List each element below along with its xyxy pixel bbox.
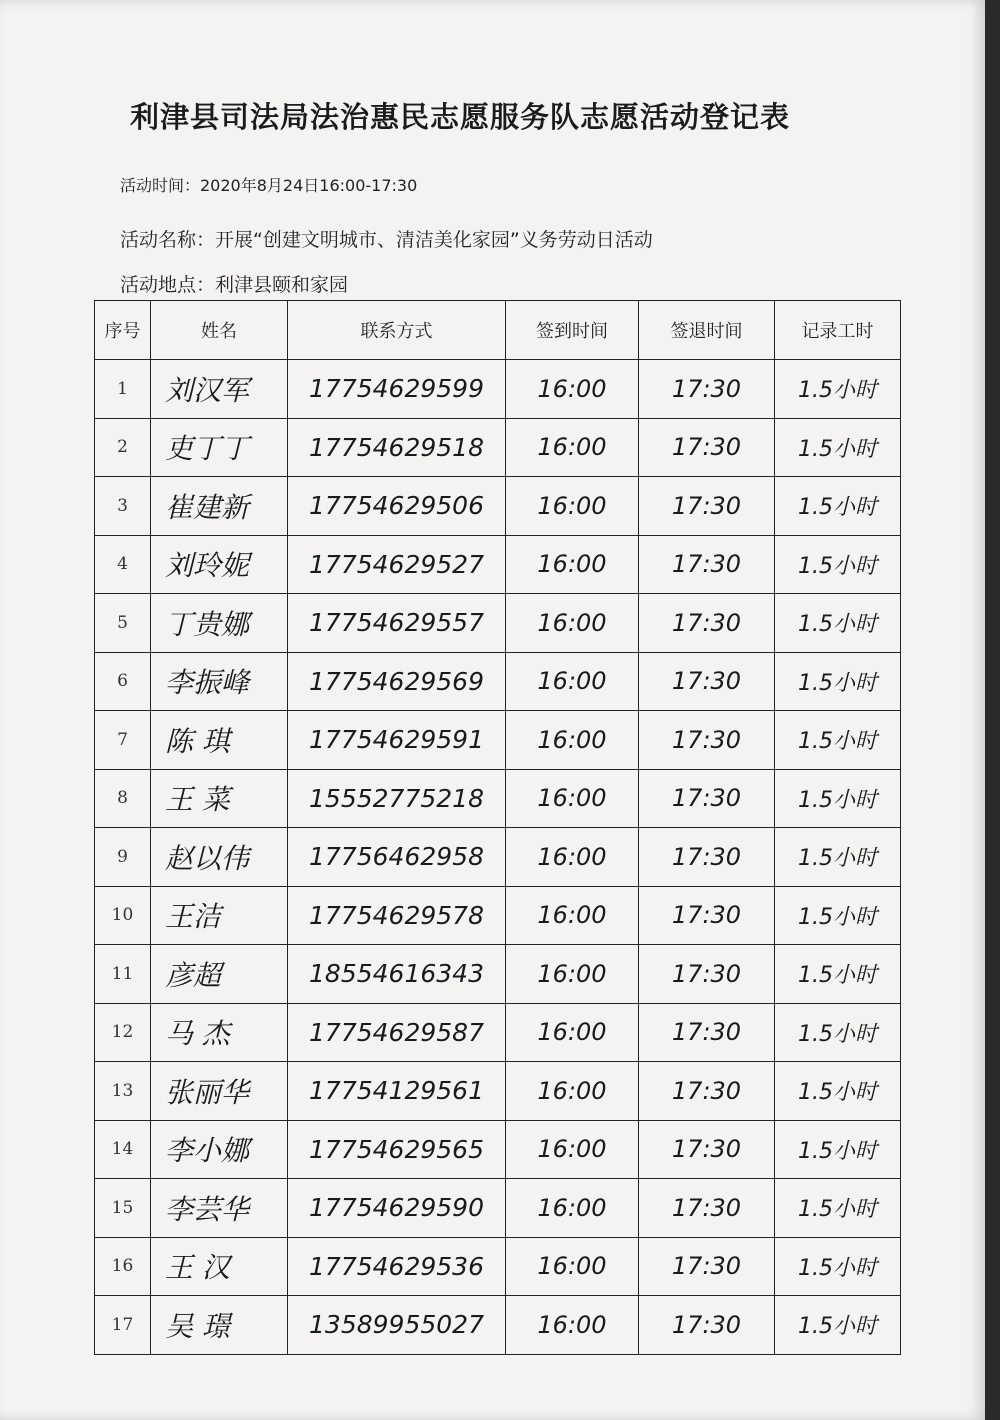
recorded-hours: 1.5小时 bbox=[775, 769, 901, 828]
row-number: 3 bbox=[95, 477, 151, 536]
sign-out-time: 17:30 bbox=[639, 1120, 775, 1179]
sign-in-time: 16:00 bbox=[506, 594, 639, 653]
sign-out-time: 17:30 bbox=[639, 769, 775, 828]
contact-phone: 17754629527 bbox=[288, 535, 506, 594]
sign-in-time: 16:00 bbox=[506, 360, 639, 419]
table-row bbox=[95, 1120, 901, 1179]
row-number: 16 bbox=[95, 1237, 151, 1296]
table-row bbox=[95, 477, 901, 536]
sign-out-time: 17:30 bbox=[639, 1237, 775, 1296]
row-number: 8 bbox=[95, 769, 151, 828]
volunteer-name: 赵以伟 bbox=[151, 828, 288, 887]
volunteer-name: 丁贵娜 bbox=[151, 594, 288, 653]
sign-out-time: 17:30 bbox=[639, 1179, 775, 1238]
row-number: 2 bbox=[95, 418, 151, 477]
recorded-hours: 1.5小时 bbox=[775, 1296, 901, 1355]
row-number: 17 bbox=[95, 1296, 151, 1355]
sign-out-time: 17:30 bbox=[639, 652, 775, 711]
sign-out-time: 17:30 bbox=[639, 360, 775, 419]
recorded-hours: 1.5小时 bbox=[775, 418, 901, 477]
contact-phone: 17754129561 bbox=[288, 1062, 506, 1121]
volunteer-name: 李芸华 bbox=[151, 1179, 288, 1238]
table-row bbox=[95, 535, 901, 594]
sign-out-time: 17:30 bbox=[639, 945, 775, 1004]
contact-phone: 17754629590 bbox=[288, 1179, 506, 1238]
volunteer-name: 吴 璟 bbox=[151, 1296, 288, 1355]
recorded-hours: 1.5小时 bbox=[775, 945, 901, 1004]
sign-in-time: 16:00 bbox=[506, 769, 639, 828]
header-phone: 联系方式 bbox=[288, 301, 506, 360]
sign-out-time: 17:30 bbox=[639, 711, 775, 770]
contact-phone: 17754629506 bbox=[288, 477, 506, 536]
sign-out-time: 17:30 bbox=[639, 828, 775, 887]
sign-in-time: 16:00 bbox=[506, 535, 639, 594]
contact-phone: 18554616343 bbox=[288, 945, 506, 1004]
volunteer-name: 李小娜 bbox=[151, 1120, 288, 1179]
sign-out-time: 17:30 bbox=[639, 1062, 775, 1121]
row-number: 9 bbox=[95, 828, 151, 887]
sign-in-time: 16:00 bbox=[506, 1296, 639, 1355]
contact-phone: 17754629536 bbox=[288, 1237, 506, 1296]
contact-phone: 15552775218 bbox=[288, 769, 506, 828]
contact-phone: 13589955027 bbox=[288, 1296, 506, 1355]
sign-out-time: 17:30 bbox=[639, 1296, 775, 1355]
sign-out-time: 17:30 bbox=[639, 594, 775, 653]
sign-in-time: 16:00 bbox=[506, 1237, 639, 1296]
recorded-hours: 1.5小时 bbox=[775, 1003, 901, 1062]
sign-out-time: 17:30 bbox=[639, 418, 775, 477]
table-row bbox=[95, 1179, 901, 1238]
table-row bbox=[95, 1062, 901, 1121]
header-no: 序号 bbox=[95, 301, 151, 360]
volunteer-name: 王洁 bbox=[151, 886, 288, 945]
activity-location: 活动地点：利津县颐和家园 bbox=[120, 274, 349, 296]
sign-in-time: 16:00 bbox=[506, 1062, 639, 1121]
volunteer-name: 陈 琪 bbox=[151, 711, 288, 770]
sign-out-time: 17:30 bbox=[639, 886, 775, 945]
sign-in-time: 16:00 bbox=[506, 945, 639, 1004]
row-number: 14 bbox=[95, 1120, 151, 1179]
sign-in-time: 16:00 bbox=[506, 477, 639, 536]
recorded-hours: 1.5小时 bbox=[775, 828, 901, 887]
recorded-hours: 1.5小时 bbox=[775, 1062, 901, 1121]
volunteer-name: 吏丁丁 bbox=[151, 418, 288, 477]
volunteer-name: 崔建新 bbox=[151, 477, 288, 536]
contact-phone: 17754629569 bbox=[288, 652, 506, 711]
contact-phone: 17754629565 bbox=[288, 1120, 506, 1179]
table-row bbox=[95, 360, 901, 419]
header-hours: 记录工时 bbox=[775, 301, 901, 360]
activity-time: 活动时间：2020年8月24日16:00-17:30 bbox=[120, 176, 418, 195]
sign-out-time: 17:30 bbox=[639, 1003, 775, 1062]
contact-phone: 17754629587 bbox=[288, 1003, 506, 1062]
document-title: 利津县司法局法治惠民志愿服务队志愿活动登记表 bbox=[130, 100, 791, 134]
sign-in-time: 16:00 bbox=[506, 1120, 639, 1179]
recorded-hours: 1.5小时 bbox=[775, 360, 901, 419]
sign-in-time: 16:00 bbox=[506, 886, 639, 945]
volunteer-name: 王 菜 bbox=[151, 769, 288, 828]
volunteer-name: 马 杰 bbox=[151, 1003, 288, 1062]
row-number: 7 bbox=[95, 711, 151, 770]
registration-table bbox=[94, 300, 901, 1355]
row-number: 6 bbox=[95, 652, 151, 711]
volunteer-name: 刘汉军 bbox=[151, 360, 288, 419]
table-row bbox=[95, 886, 901, 945]
table-row bbox=[95, 945, 901, 1004]
sign-in-time: 16:00 bbox=[506, 828, 639, 887]
recorded-hours: 1.5小时 bbox=[775, 1179, 901, 1238]
sign-in-time: 16:00 bbox=[506, 1003, 639, 1062]
row-number: 11 bbox=[95, 945, 151, 1004]
contact-phone: 17756462958 bbox=[288, 828, 506, 887]
sign-in-time: 16:00 bbox=[506, 1179, 639, 1238]
sign-in-time: 16:00 bbox=[506, 652, 639, 711]
contact-phone: 17754629557 bbox=[288, 594, 506, 653]
table-row bbox=[95, 594, 901, 653]
table-row bbox=[95, 769, 901, 828]
row-number: 5 bbox=[95, 594, 151, 653]
contact-phone: 17754629599 bbox=[288, 360, 506, 419]
recorded-hours: 1.5小时 bbox=[775, 1120, 901, 1179]
contact-phone: 17754629578 bbox=[288, 886, 506, 945]
table-row bbox=[95, 1237, 901, 1296]
table-row bbox=[95, 1003, 901, 1062]
contact-phone: 17754629518 bbox=[288, 418, 506, 477]
contact-phone: 17754629591 bbox=[288, 711, 506, 770]
volunteer-name: 王 汉 bbox=[151, 1237, 288, 1296]
volunteer-name: 张丽华 bbox=[151, 1062, 288, 1121]
table-row bbox=[95, 1296, 901, 1355]
recorded-hours: 1.5小时 bbox=[775, 594, 901, 653]
table-row bbox=[95, 828, 901, 887]
recorded-hours: 1.5小时 bbox=[775, 477, 901, 536]
recorded-hours: 1.5小时 bbox=[775, 886, 901, 945]
table-row bbox=[95, 652, 901, 711]
volunteer-name: 李振峰 bbox=[151, 652, 288, 711]
recorded-hours: 1.5小时 bbox=[775, 652, 901, 711]
row-number: 13 bbox=[95, 1062, 151, 1121]
row-number: 4 bbox=[95, 535, 151, 594]
sign-in-time: 16:00 bbox=[506, 418, 639, 477]
row-number: 15 bbox=[95, 1179, 151, 1238]
volunteer-name: 刘玲妮 bbox=[151, 535, 288, 594]
row-number: 12 bbox=[95, 1003, 151, 1062]
header-sign-out: 签退时间 bbox=[639, 301, 775, 360]
table-row bbox=[95, 711, 901, 770]
header-name: 姓名 bbox=[151, 301, 288, 360]
sign-out-time: 17:30 bbox=[639, 477, 775, 536]
table-header-row bbox=[95, 301, 901, 360]
header-sign-in: 签到时间 bbox=[506, 301, 639, 360]
row-number: 10 bbox=[95, 886, 151, 945]
sign-out-time: 17:30 bbox=[639, 535, 775, 594]
activity-name: 活动名称：开展“创建文明城市、清洁美化家园”义务劳动日活动 bbox=[120, 229, 653, 251]
table-row bbox=[95, 418, 901, 477]
sign-in-time: 16:00 bbox=[506, 711, 639, 770]
recorded-hours: 1.5小时 bbox=[775, 535, 901, 594]
recorded-hours: 1.5小时 bbox=[775, 711, 901, 770]
row-number: 1 bbox=[95, 360, 151, 419]
recorded-hours: 1.5小时 bbox=[775, 1237, 901, 1296]
volunteer-name: 彦超 bbox=[151, 945, 288, 1004]
